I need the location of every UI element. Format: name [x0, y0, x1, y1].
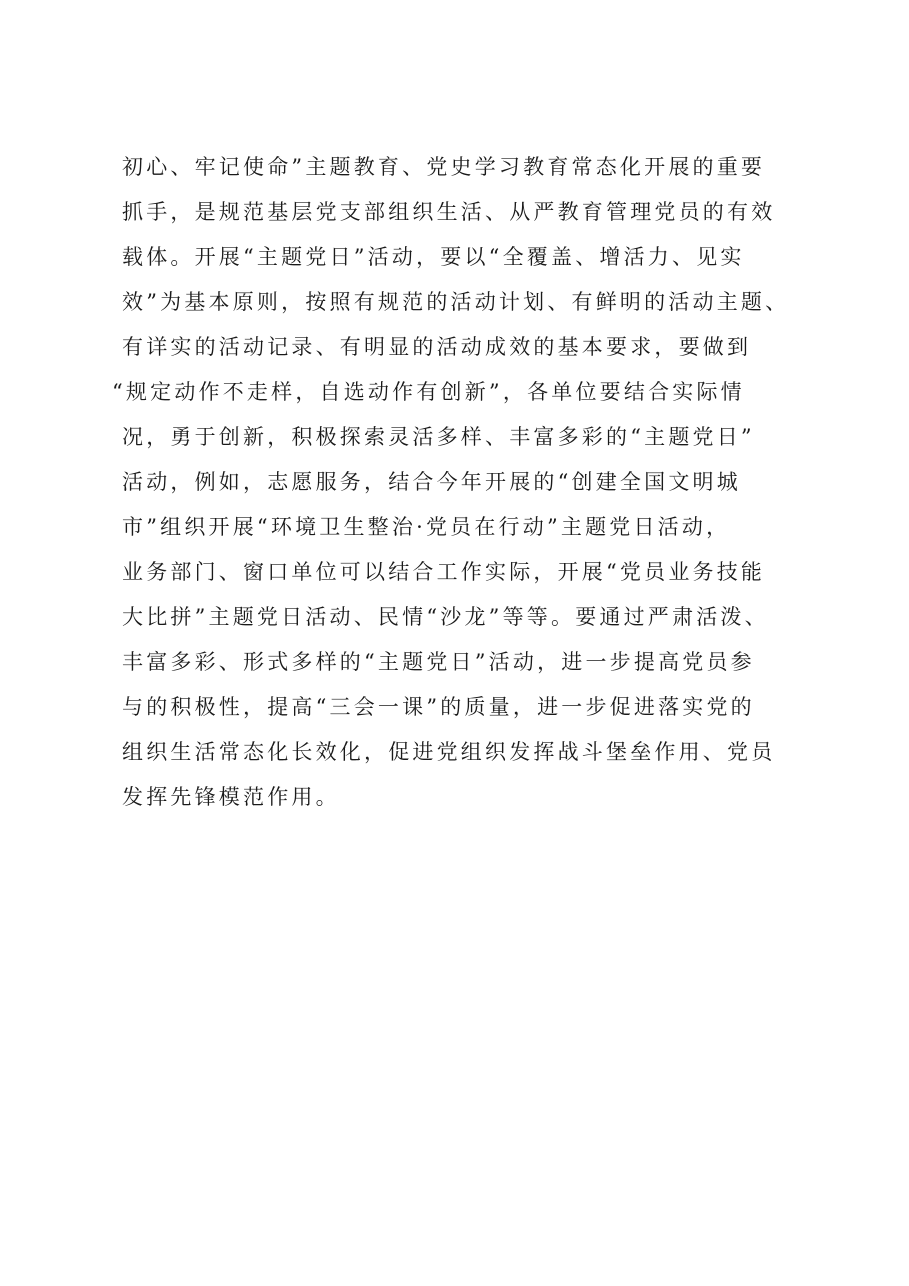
paragraph-line: 况，勇于创新，积极探索灵活多样、丰富多彩的“主题党日”: [122, 425, 755, 449]
paragraph-line: 抓手，是规范基层党支部组织生活、从严教育管理党员的有效: [122, 200, 776, 224]
paragraph-line: 业务部门、窗口单位可以结合工作实际，开展“党员业务技能: [122, 560, 766, 584]
paragraph-line: 市”组织开展“环境卫生整治·党员在行动”主题党日活动，: [122, 515, 731, 539]
paragraph-line: 发挥先锋模范作用。: [122, 785, 340, 809]
paragraph-line: 效”为基本原则，按照有规范的活动计划、有鲜明的活动主题、: [122, 290, 790, 314]
paragraph-line: 初心、牢记使命”主题教育、党史学习教育常态化开展的重要: [122, 155, 766, 179]
paragraph-line: 丰富多彩、形式多样的“主题党日”活动，进一步提高党员参: [122, 650, 755, 674]
paragraph-line: 活动，例如，志愿服务，结合今年开展的“创建全国文明城: [122, 470, 741, 494]
paragraph-line: “规定动作不走样，自选动作有创新”，各单位要结合实际情: [112, 380, 745, 404]
paragraph-line: 有详实的活动记录、有明显的活动成效的基本要求，要做到: [122, 335, 752, 359]
paragraph-line: 组织生活常态化长效化，促进党组织发挥战斗堡垒作用、党员: [122, 740, 776, 764]
paragraph-line: 与的积极性，提高“三会一课”的质量，进一步促进落实党的: [122, 695, 755, 719]
paragraph-line: 载体。开展“主题党日”活动，要以“全覆盖、增活力、见实: [122, 245, 745, 269]
paragraph-line: 大比拼”主题党日活动、民情“沙龙”等等。要通过严肃活泼、: [122, 605, 769, 629]
